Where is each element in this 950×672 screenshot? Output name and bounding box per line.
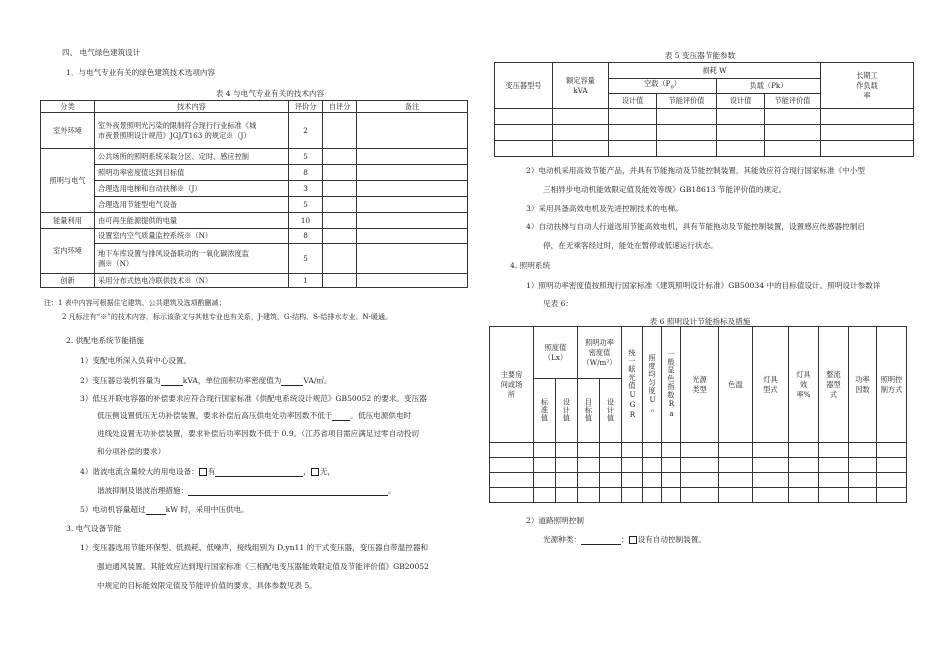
table-header: 光源 类型 xyxy=(681,327,719,443)
table-row xyxy=(41,274,468,288)
table-row xyxy=(41,213,468,229)
table-header: 节能评价值 xyxy=(765,94,821,109)
content-cell: 合理选用电梯和自动扶梯※（J） xyxy=(95,181,289,197)
content-cell: 室外夜景照明光污染的限制符合现行行业标准《城 市夜景照明设计规范》JGJ/T163 的规定※（J） xyxy=(95,113,289,149)
content-cell: 照明功率密度值达到目标值 xyxy=(95,165,289,181)
content-cell: 合理选用节能型电气设备 xyxy=(95,197,289,213)
paragraph: 2）道路照明控制 xyxy=(526,516,584,525)
score-cell: 3 xyxy=(289,181,323,197)
paragraph: 见表 6： xyxy=(543,299,574,308)
paragraph: 2）电动机采用高效节能产品，并具有节能拖动及节能控制装置，其能效应符合现行国家标准《中小型 xyxy=(526,166,865,175)
paragraph: 4）自动扶梯与自动人行道选用节能高效电机，具有节能拖动及节能控制装置，设置感应传感器控制启 xyxy=(526,222,865,231)
content-cell: 采用分布式热电冷联供技术※（N） xyxy=(95,274,289,288)
table-header: 照度均匀度U₀ xyxy=(643,327,662,443)
table-header: 空载$(P_0)$ xyxy=(609,79,717,94)
paragraph: 谐波抑制及谐波治理措施： 。 xyxy=(97,486,396,495)
table-header: 评价分 xyxy=(289,101,323,113)
table-header: 长期工 作负载 率 xyxy=(821,63,914,109)
paragraph: 中规定的目标能效限定值及节能评价值的要求，具体参数见表 5。 xyxy=(97,581,317,590)
table-4-note-1: 注：1 表中内容可根据住宅建筑、公共建筑及选项酌删减； xyxy=(44,299,226,307)
checkbox[interactable] xyxy=(199,468,207,476)
content-cell: 公共场所的照明系统采取分区、定时、感应控制 xyxy=(95,149,289,165)
table-header: 统一眩光值UGR xyxy=(622,327,643,443)
checkbox[interactable] xyxy=(311,468,319,476)
table-header: 灯具 型式 xyxy=(753,327,789,443)
table-4 xyxy=(40,100,468,288)
table-4-note-2: 2 凡标注有“※”的技术内容，标示该条文与其他专业也有关系，J-建筑、G-结构、S-给排水专业、N-暖通。 xyxy=(62,313,393,321)
table-header: 负载（Pk） xyxy=(717,79,821,94)
table-header: 色温 xyxy=(719,327,753,443)
table-4-caption: 表 4 与电气专业有关的技术内容 xyxy=(215,89,325,98)
blank-field[interactable] xyxy=(332,411,350,421)
section-4-3-title: 3. 电气设备节能 xyxy=(66,524,122,533)
blank-field[interactable] xyxy=(146,505,166,515)
table-header: 技术内容 xyxy=(95,101,289,113)
table-header: 一般显色指数Ra xyxy=(662,327,681,443)
table-header: 主要房 间或场 所 xyxy=(490,327,534,443)
paragraph: 2）变压器总装机容量为 kVA，单位面积功率密度值为 VA/㎡。 xyxy=(80,376,332,385)
blank-field[interactable] xyxy=(581,535,621,545)
table-5 xyxy=(494,62,914,157)
category-cell: 室内环境 xyxy=(41,229,95,274)
paragraph: 光源种类： ； 设有自动控制装置。 xyxy=(543,535,706,544)
table-header: 标准值 xyxy=(534,379,556,443)
paragraph: 4）谐波电流含量较大的用电设备： 有 ， 无， xyxy=(80,467,336,476)
table-header: 自评分 xyxy=(323,101,357,113)
table-row xyxy=(490,458,907,473)
paragraph: 3）低压并联电容器的补偿要求应符合现行国家标准《供配电系统设计规范》GB50052 的要求。变压器 xyxy=(80,394,427,403)
table-row xyxy=(495,125,914,141)
table-row xyxy=(41,229,468,244)
checkbox[interactable] xyxy=(629,536,637,544)
paragraph: 5）电动机容量超过 kW 时，采用中压供电。 xyxy=(80,505,249,514)
paragraph: 3）采用具备高效电机及先进控制技术的电梯。 xyxy=(526,204,683,213)
table-header: 照度值 （Lx） xyxy=(534,327,578,379)
table-row xyxy=(490,488,907,503)
score-cell: 5 xyxy=(289,149,323,165)
blank-field[interactable] xyxy=(281,376,303,386)
table-row xyxy=(41,113,468,149)
paragraph: 进线处设置无功补偿装置，要求补偿后功率因数不低于 0.9。（江苏省项目需应满足过零自动投切 xyxy=(97,429,420,438)
table-header: 设计值 xyxy=(717,94,765,109)
section-4-title: 四、 电气绿色建筑设计 xyxy=(62,48,141,57)
paragraph: 停，在无乘客经过时，能处在暂停或低速运行状态。 xyxy=(543,241,718,250)
score-cell: 1 xyxy=(289,274,323,288)
table-header: 灯具 效 率% xyxy=(789,327,819,443)
table-row xyxy=(41,165,468,181)
table-row xyxy=(490,443,907,458)
table-row xyxy=(41,181,468,197)
content-cell: 由可再生能源提供的电量 xyxy=(95,213,289,229)
table-6-caption: 表 6 照明设计节能指标及措施 xyxy=(649,317,751,326)
section-4-2-title: 2. 供配电系统节能措施 xyxy=(66,336,145,345)
score-cell: 5 xyxy=(289,244,323,274)
table-header: 功率 因数 xyxy=(849,327,877,443)
table-row xyxy=(41,197,468,213)
table-header: 备注 xyxy=(357,101,468,113)
score-cell: 8 xyxy=(289,165,323,181)
paragraph: 1）变配电所深入负荷中心设置。 xyxy=(80,356,192,365)
paragraph: 1）变压器选用节能环保型、低损耗、低噪声，接线组别为 D,yn11 的干式变压器，变压器自带温控器和 xyxy=(80,543,429,552)
score-cell: 5 xyxy=(289,197,323,213)
paragraph: 1）照明功率密度值按照现行国家标准《建筑照明设计标准》GB50034 中的目标值设计。照明设计参数详 xyxy=(526,281,881,290)
table-row xyxy=(41,149,468,165)
score-cell: 10 xyxy=(289,213,323,229)
table-5-caption: 表 5 变压器节能参数 xyxy=(664,51,736,60)
table-header: 照明功率 密度值 （W/m²） xyxy=(578,327,622,379)
category-cell: 能量利用 xyxy=(41,213,95,229)
blank-field[interactable] xyxy=(161,376,183,386)
table-row xyxy=(41,244,468,274)
paragraph: 强迫通风装置。其能效应达到现行国家标准《三相配电变压器能效限定值及节能评价值》GB20052 xyxy=(97,562,429,571)
table-header: 损耗 W xyxy=(609,63,821,79)
table-6 xyxy=(489,326,907,503)
blank-field[interactable] xyxy=(188,486,388,496)
table-header: 额定容量 kVA xyxy=(553,63,609,109)
content-cell: 设置室内空气质量监控系统※（N） xyxy=(95,229,289,244)
table-header: 设计值 xyxy=(609,94,657,109)
category-cell: 照明与电气 xyxy=(41,149,95,213)
table-row xyxy=(495,109,914,125)
table-header: 设计值 xyxy=(600,379,622,443)
paragraph: 和分项补偿的要求） xyxy=(97,447,166,456)
table-header: 照明控 制方式 xyxy=(877,327,907,443)
table-header: 目标值 xyxy=(578,379,600,443)
table-row xyxy=(490,473,907,488)
section-4-4-title: 4. 照明系统 xyxy=(510,261,551,270)
content-cell: 地下车库设置与排风设备联动的一氧化碳浓度监 测※（N） xyxy=(95,244,289,274)
score-cell: 8 xyxy=(289,229,323,244)
table-header: 整流 器型 式 xyxy=(819,327,849,443)
table-header: 变压器型号 xyxy=(495,63,553,109)
table-row xyxy=(495,141,914,157)
score-cell: 2 xyxy=(289,113,323,149)
blank-field[interactable] xyxy=(215,467,303,477)
table-header: 节能评价值 xyxy=(657,94,717,109)
table-header: 分类 xyxy=(41,101,95,113)
section-4-1-title: 1．与电气专业有关的绿色建筑技术选项内容 xyxy=(66,68,216,77)
category-cell: 室外环境 xyxy=(41,113,95,149)
paragraph: 低压侧设置低压无功补偿装置，要求补偿后高压供电处功率因数不低于 。低压电源供电时 xyxy=(97,411,412,420)
category-cell: 创新 xyxy=(41,274,95,288)
table-header: 设计值 xyxy=(556,379,578,443)
paragraph: 三相异步电动机能效限定值及能效等级》GB18613 节能评价值的规定。 xyxy=(543,185,787,194)
